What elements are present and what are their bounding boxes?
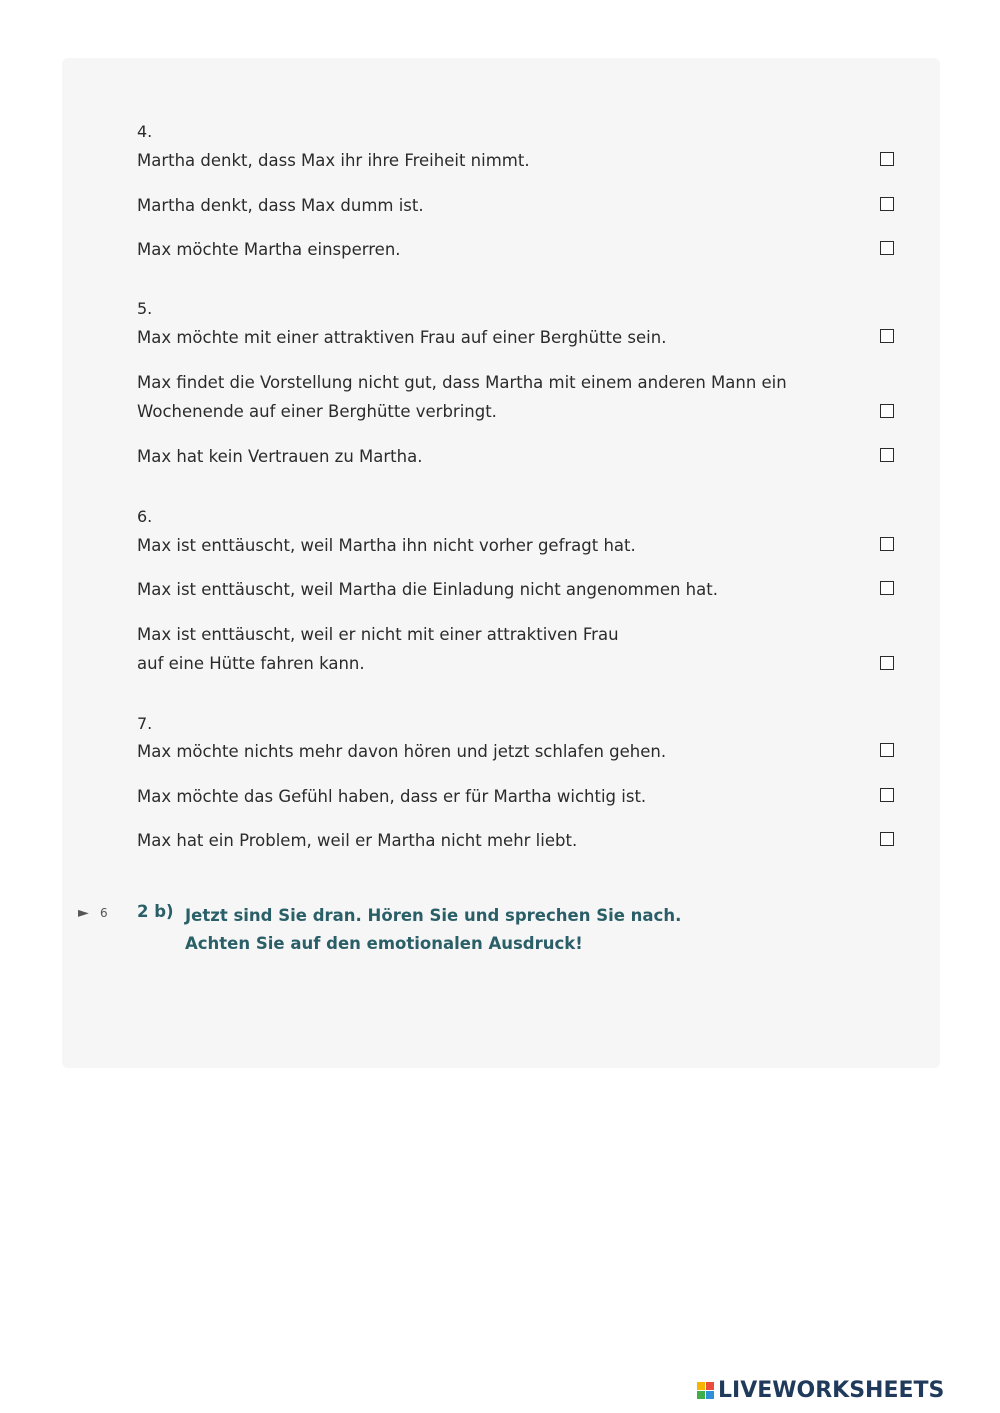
q4-option-1: Martha denkt, dass Max ihr ihre Freiheit nimmt.	[137, 151, 530, 170]
q4-option-1-checkbox[interactable]	[880, 152, 894, 166]
q6-option-3-checkbox[interactable]	[880, 656, 894, 670]
q5-option-3-checkbox[interactable]	[880, 448, 894, 462]
q7-option-3: Max hat ein Problem, weil er Martha nicht mehr liebt.	[137, 831, 578, 850]
q4-number: 4.	[137, 122, 153, 141]
q7-number: 7.	[137, 714, 153, 733]
q6-option-1-checkbox[interactable]	[880, 537, 894, 551]
q5-option-3: Max hat kein Vertrauen zu Martha.	[137, 447, 423, 466]
q5-option-2: Max findet die Vorstellung nicht gut, dass Martha mit einem anderen Mann ein Wochenende auf einer Berghütte verbringt.	[137, 373, 787, 421]
q6-number: 6.	[137, 507, 153, 526]
liveworksheets-logo-icon	[697, 1382, 714, 1399]
liveworksheets-logo	[697, 1378, 944, 1403]
task-instruction-line-1: Jetzt sind Sie dran. Hören Sie und sprechen Sie nach.	[185, 906, 682, 925]
q6-option-2-checkbox[interactable]	[880, 581, 894, 595]
q5-option-2-checkbox[interactable]	[880, 404, 894, 418]
play-audio-icon[interactable]: ►	[78, 905, 89, 921]
q7-option-3-checkbox[interactable]	[880, 832, 894, 846]
q4-option-3: Max möchte Martha einsperren.	[137, 240, 401, 259]
q6-option-1: Max ist enttäuscht, weil Martha ihn nicht vorher gefragt hat.	[137, 536, 636, 555]
task-label: 2 b)	[137, 902, 174, 921]
q7-option-2-checkbox[interactable]	[880, 788, 894, 802]
logo-text: LIVEWORKSHEETS	[718, 1378, 945, 1403]
q6-option-2: Max ist enttäuscht, weil Martha die Einladung nicht angenommen hat.	[137, 580, 718, 599]
q5-number: 5.	[137, 299, 153, 318]
q4-option-2: Martha denkt, dass Max dumm ist.	[137, 196, 424, 215]
task-instructions	[185, 902, 681, 958]
q5-option-1-checkbox[interactable]	[880, 329, 894, 343]
q4-option-2-checkbox[interactable]	[880, 197, 894, 211]
q6-option-3: Max ist enttäuscht, weil er nicht mit einer attraktiven Frau auf eine Hütte fahren kann.	[137, 625, 619, 673]
track-number: 6	[100, 906, 108, 920]
q7-option-1: Max möchte nichts mehr davon hören und jetzt schlafen gehen.	[137, 742, 667, 761]
q7-option-2: Max möchte das Gefühl haben, dass er für Martha wichtig ist.	[137, 787, 647, 806]
task-instruction-line-2: Achten Sie auf den emotionalen Ausdruck!	[185, 934, 583, 953]
q4-option-3-checkbox[interactable]	[880, 241, 894, 255]
q5-option-1: Max möchte mit einer attraktiven Frau auf einer Berghütte sein.	[137, 328, 667, 347]
q7-option-1-checkbox[interactable]	[880, 743, 894, 757]
